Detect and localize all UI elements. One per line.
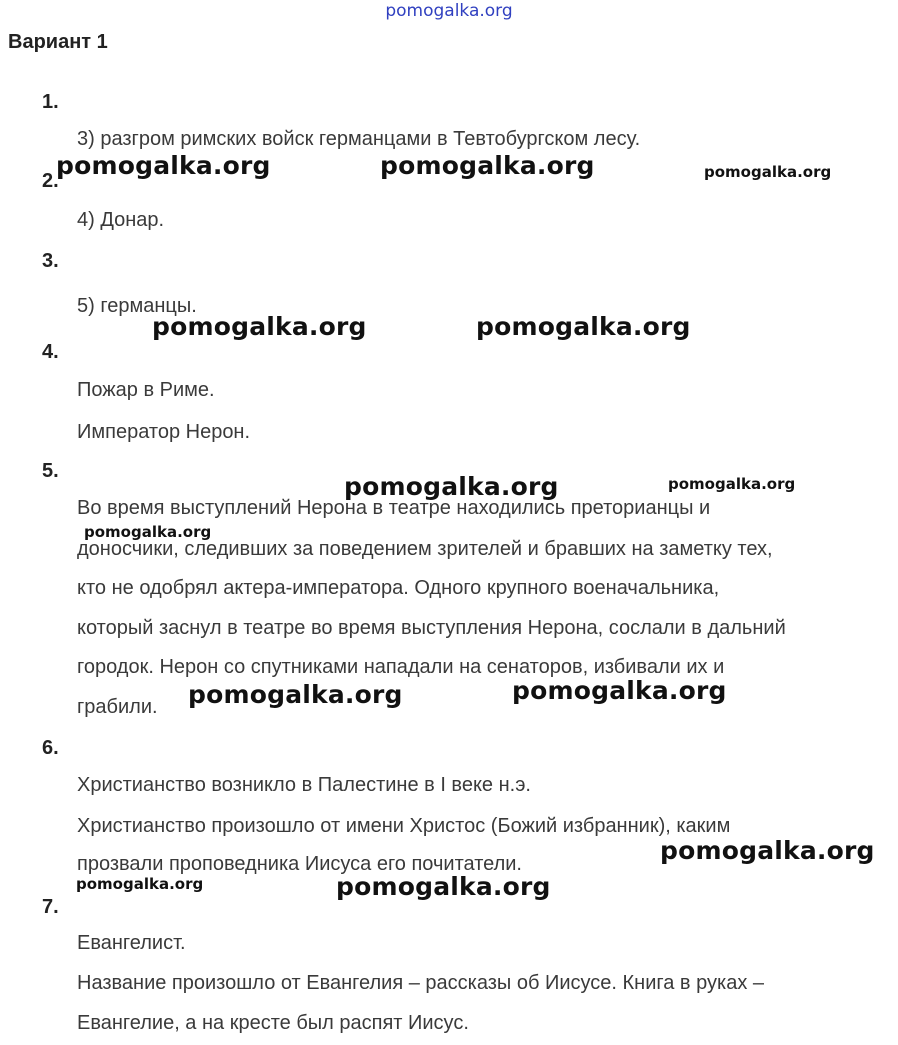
answer-line: кто не одобрял актера-императора. Одного крупного военачальника, (77, 577, 720, 599)
watermark: pomogalka.org (56, 151, 271, 180)
watermark: pomogalka.org (188, 680, 403, 709)
answer-line: Пожар в Риме. (77, 379, 215, 401)
answer-line: который заснул в театре во время выступления Нерона, сослали в дальний (77, 617, 786, 639)
watermark: pomogalka.org (344, 472, 559, 501)
item-number-1: 1. (42, 91, 59, 113)
item-number-6: 6. (42, 737, 59, 759)
answer-line: 4) Донар. (77, 209, 165, 231)
item-number-3: 3. (42, 250, 59, 272)
watermark: pomogalka.org (704, 163, 832, 181)
answer-line: Христианство произошло от имени Христос (Божий избранник), каким (77, 815, 731, 837)
watermark: pomogalka.org (512, 676, 727, 705)
watermark: pomogalka.org (380, 151, 595, 180)
answer-line: городок. Нерон со спутниками нападали на сенаторов, избивали их и (77, 656, 725, 678)
answer-line: Во время выступлений Нерона в театре находились преторианцы и (77, 497, 711, 519)
answer-line: 5) германцы. (77, 295, 197, 317)
top-watermark: pomogalka.org (385, 1, 513, 21)
watermark: pomogalka.org (668, 475, 796, 493)
variant-title: Вариант 1 (8, 31, 108, 53)
item-number-4: 4. (42, 341, 59, 363)
watermark: pomogalka.org (76, 875, 204, 893)
answer-line: Евангелист. (77, 932, 186, 954)
answer-line: Император Нерон. (77, 421, 251, 443)
answer-line: Евангелие, а на кресте был распят Иисус. (77, 1012, 469, 1034)
answer-line: прозвали проповедника Иисуса его почитатели. (77, 853, 522, 875)
watermark: pomogalka.org (336, 872, 551, 901)
item-number-2: 2. (42, 170, 59, 192)
answer-line: доносчики, следивших за поведением зрителей и бравших на заметку тех, (77, 538, 773, 560)
watermark: pomogalka.org (660, 836, 875, 865)
item-number-5: 5. (42, 460, 59, 482)
watermark: pomogalka.org (84, 523, 212, 541)
answer-line: грабили. (77, 696, 158, 718)
watermark: pomogalka.org (476, 312, 691, 341)
answer-line: Христианство возникло в Палестине в I веке н.э. (77, 774, 531, 796)
answer-line: 3) разгром римских войск германцами в Тевтобургском лесу. (77, 128, 641, 150)
watermark: pomogalka.org (152, 312, 367, 341)
answer-line: Название произошло от Евангелия – рассказы об Иисусе. Книга в руках – (77, 972, 765, 994)
item-number-7: 7. (42, 896, 59, 918)
